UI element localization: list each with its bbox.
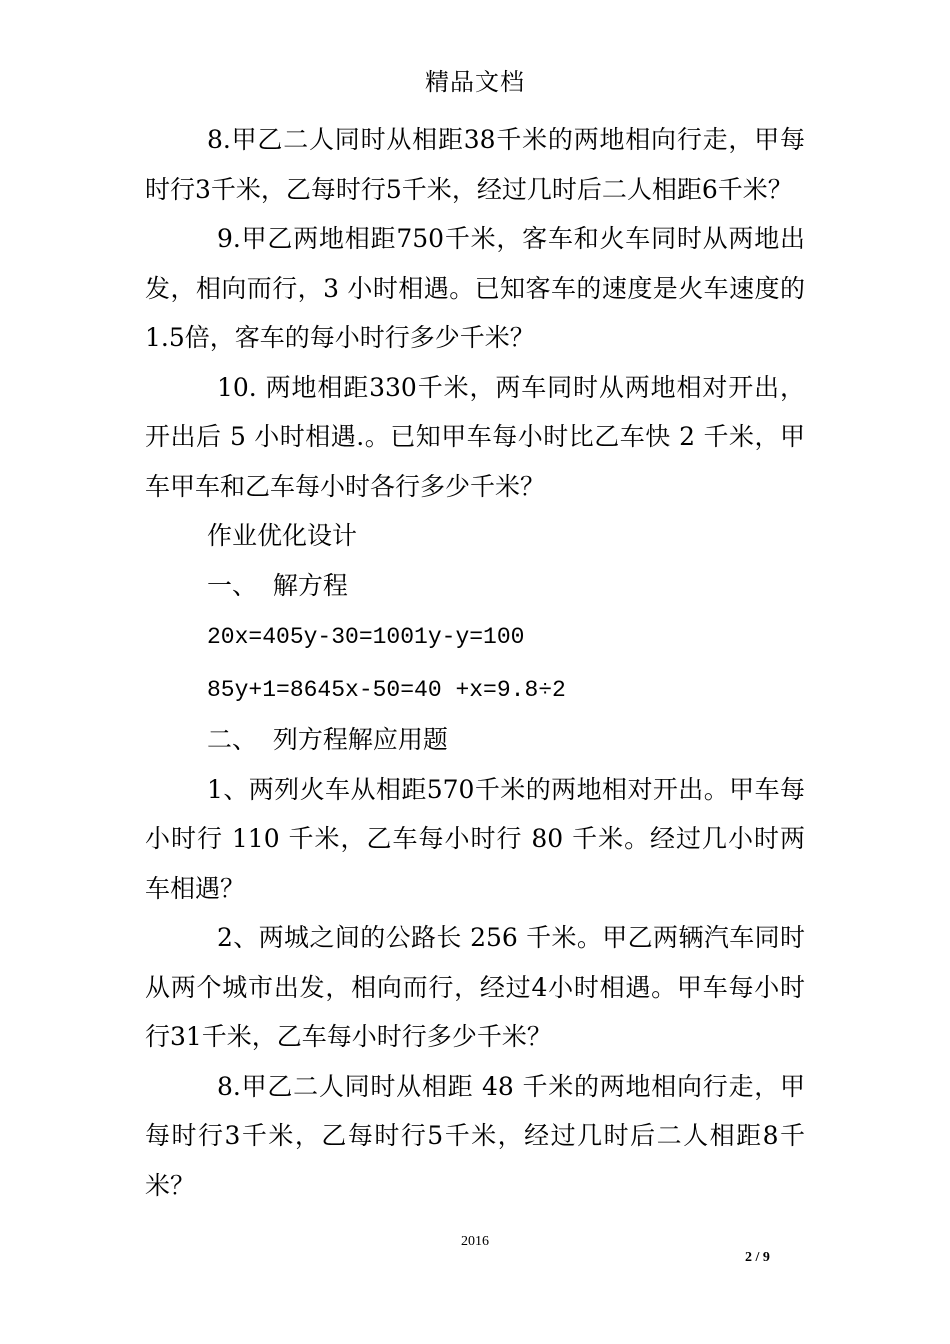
section-title: 作业优化设计 <box>207 521 358 550</box>
question-1: 1、两列火车从相距570千米的两地相对开出。甲车每小时行 110 千米，乙车每小时行 80 千米。经过几小时两车相遇？ <box>145 774 805 903</box>
part-1-title: 一、 解方程 <box>207 570 348 600</box>
footer-year: 2016 <box>461 1234 489 1249</box>
question-2: 2、两城之间的公路长 256 千米。甲乙两辆汽车同时从两个城市出发，相向而行，经过4小时相遇。甲车每小时行31千米，乙车每小时行多少千米？ <box>145 923 805 1051</box>
document-header-title: 精品文档 <box>425 68 525 96</box>
problem-8-second: 8.甲乙二人同时从相距 48 千米的两地相向行走，甲每时行3千米，乙每时行5千米，经过几时后二人相距8千米？ <box>145 1071 805 1200</box>
problem-10: 10. 两地相距330千米，两车同时从两地相对开出，开出后 5 小时相遇.。已知甲车每小时比乙车快 2 千米，甲车甲车和乙车每小时各行多少千米？ <box>145 372 805 501</box>
equation-text-1: 20x=405y-30=1001y-y=100 <box>207 624 525 650</box>
document-body <box>145 115 805 1210</box>
equation-line-1 <box>145 610 805 663</box>
problem-8-first: 8.甲乙二人同时从相距38千米的两地相向行走，甲每时行3千米，乙每时行5千米，经过几时后二人相距6千米？ <box>145 125 805 204</box>
problem-9: 9.甲乙两地相距750千米，客车和火车同时从两地出发，相向而行，3 小时相遇。已知客车的速度是火车速度的1.5倍，客车的每小时行多少千米？ <box>145 224 805 352</box>
equation-line-2 <box>145 663 805 716</box>
page-number: 2 / 9 <box>745 1250 770 1265</box>
part-2-title: 二、 列方程解应用题 <box>207 725 448 754</box>
equation-text-2: 85y+1=8645x-50=40 +x=9.8÷2 <box>207 676 566 703</box>
